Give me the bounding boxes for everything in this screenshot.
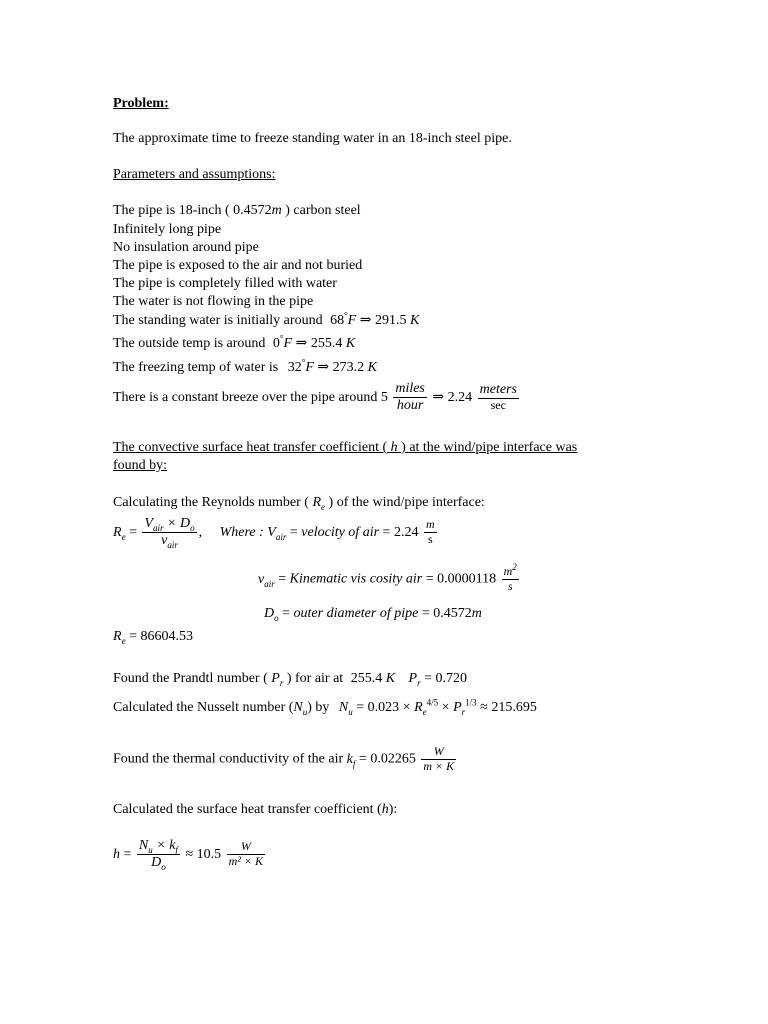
freezing-temp-f: 32	[287, 360, 302, 375]
htc-unit-fraction: $\frac{W}{\text{m² × K}}$	[228, 839, 263, 869]
assumption-breeze: There is a constant breeze over the pipe around 5 $\frac{\text{miles}}{\text{hour}}$ ⇒ 2.24 $\frac{\text{meters}}{\sec}$	[113, 381, 517, 414]
nusselt-pr-exponent: 1/3	[465, 697, 477, 708]
problem-statement: The approximate time to freeze standing water in an 18-inch steel pipe.	[113, 131, 512, 146]
pipe-size-suffix: ) carbon steel	[285, 203, 361, 218]
prandtl-temp: 255.4	[350, 671, 383, 686]
freezing-temp-k: 273.2	[332, 360, 365, 375]
breeze-converted: 2.24	[447, 389, 473, 405]
nusselt-value: 215.695	[491, 700, 537, 715]
kinematic-viscosity-value: 0.0000118	[437, 571, 497, 587]
reynolds-fraction: $\frac{V_{air} \times D_o}{\nu_{air}}$	[144, 516, 195, 550]
viscosity-unit-fraction: $\frac{m^2}{s}$	[503, 562, 517, 593]
problem-heading: Problem:	[113, 96, 169, 111]
assumption-freezing-temp: The freezing temp of water is 32°F ⇒ 273.2 K	[113, 357, 377, 375]
outside-temp-label: The outside temp is around	[113, 336, 266, 351]
assumption-exposed: The pipe is exposed to the air and not buried	[113, 258, 363, 273]
outside-temp-k: 255.4	[310, 336, 343, 351]
nusselt-line: Calculated the Nusselt number $(N_u)$ by $N_u = 0.023 \times R_e^{4/5} \times P_r^{1/3} \approx 215.695$	[113, 697, 537, 717]
nusselt-re-exponent: 4/5	[426, 697, 439, 708]
standing-temp-k: 291.5	[374, 313, 407, 328]
breeze-label: There is a constant breeze over the pipe around	[113, 389, 378, 405]
pipe-diameter-value: 0.4572	[233, 203, 272, 218]
standing-temp-label: The standing water is initially around	[113, 313, 323, 328]
htc-value: 10.5	[196, 846, 222, 862]
thermal-conductivity-value: 0.02265	[370, 751, 416, 767]
thermal-conductivity-line: Found the thermal conductivity of the air $k_f = 0.02265$ $\frac{W}{m \times K}$	[113, 744, 455, 773]
outer-diameter-def: $D_o$ = outer diameter of pipe = 0.4572m	[264, 606, 482, 623]
reynolds-value: 86604.53	[140, 629, 193, 644]
assumption-outside-temp: The outside temp is around 0°F ⇒ 255.4 K	[113, 333, 356, 351]
assumption-filled: The pipe is completely filled with water	[113, 276, 337, 291]
parameters-heading: Parameters and assumptions:	[113, 167, 276, 182]
convective-heading: The convective surface heat transfer coefficient ( h ) at the wind/pipe interface was	[113, 440, 578, 455]
assumption-standing-temp: The standing water is initially around 68°F ⇒ 291.5 K	[113, 310, 420, 328]
velocity-unit-fraction: $\frac{m}{s}$	[425, 517, 435, 547]
breeze-si-unit-fraction: $\frac{\text{meters}}{\sec}$	[479, 382, 517, 413]
assumption-no-insulation: No insulation around pipe	[113, 240, 259, 255]
outside-temp-f: 0	[272, 336, 280, 351]
assumption-not-flowing: The water is not flowing in the pipe	[113, 294, 314, 309]
assumption-infinite-pipe: Infinitely long pipe	[113, 222, 222, 237]
assumption-pipe-size	[113, 203, 361, 220]
kinematic-viscosity-def: $\nu_{air}$ = Kinematic vis cosity air = 0.0000118 $\frac{m^2}{s}$	[258, 562, 517, 593]
prandtl-line: Found the Prandtl number ( $P_r$ ) for air at 255.4 K $P_r = 0.720$	[113, 671, 468, 688]
reynolds-intro: Calculating the Reynolds number ( $R_e$ ) of the wind/pipe interface:	[113, 495, 485, 512]
htc-fraction: $\frac{N_u \times k_f}{D_o}$	[138, 838, 178, 872]
convective-heading-cont: found by:	[113, 458, 168, 473]
thermal-unit-fraction: $\frac{W}{m \times K}$	[423, 744, 455, 773]
breeze-value: 5	[380, 389, 388, 405]
reynolds-result: $R_e = 86604.53$	[113, 629, 193, 646]
standing-temp-f: 68	[330, 313, 345, 328]
pipe-diameter-unit: m	[271, 203, 282, 218]
reynolds-formula: $R_e$ = $\frac{V_{air} \times D_o}{\nu_{air}}$ , Where : $V_{air}$ = velocity of air = 2.24 $\frac{m}{s}$	[113, 516, 435, 550]
outer-diameter-value: 0.4572	[433, 606, 472, 621]
htc-intro: Calculated the surface heat transfer coefficient (h):	[113, 802, 398, 817]
freezing-temp-label: The freezing temp of water is	[113, 360, 279, 375]
prandtl-value: 0.720	[435, 671, 468, 686]
air-velocity-value: 2.24	[393, 524, 419, 540]
htc-formula: h = $\frac{N_u \times k_f}{D_o}$ ≈ 10.5 $\frac{W}{\text{m² × K}}$	[113, 838, 263, 872]
breeze-unit-fraction: $\frac{\text{miles}}{\text{hour}}$	[395, 381, 425, 414]
pipe-size-prefix: The pipe is 18-inch (	[113, 203, 230, 218]
